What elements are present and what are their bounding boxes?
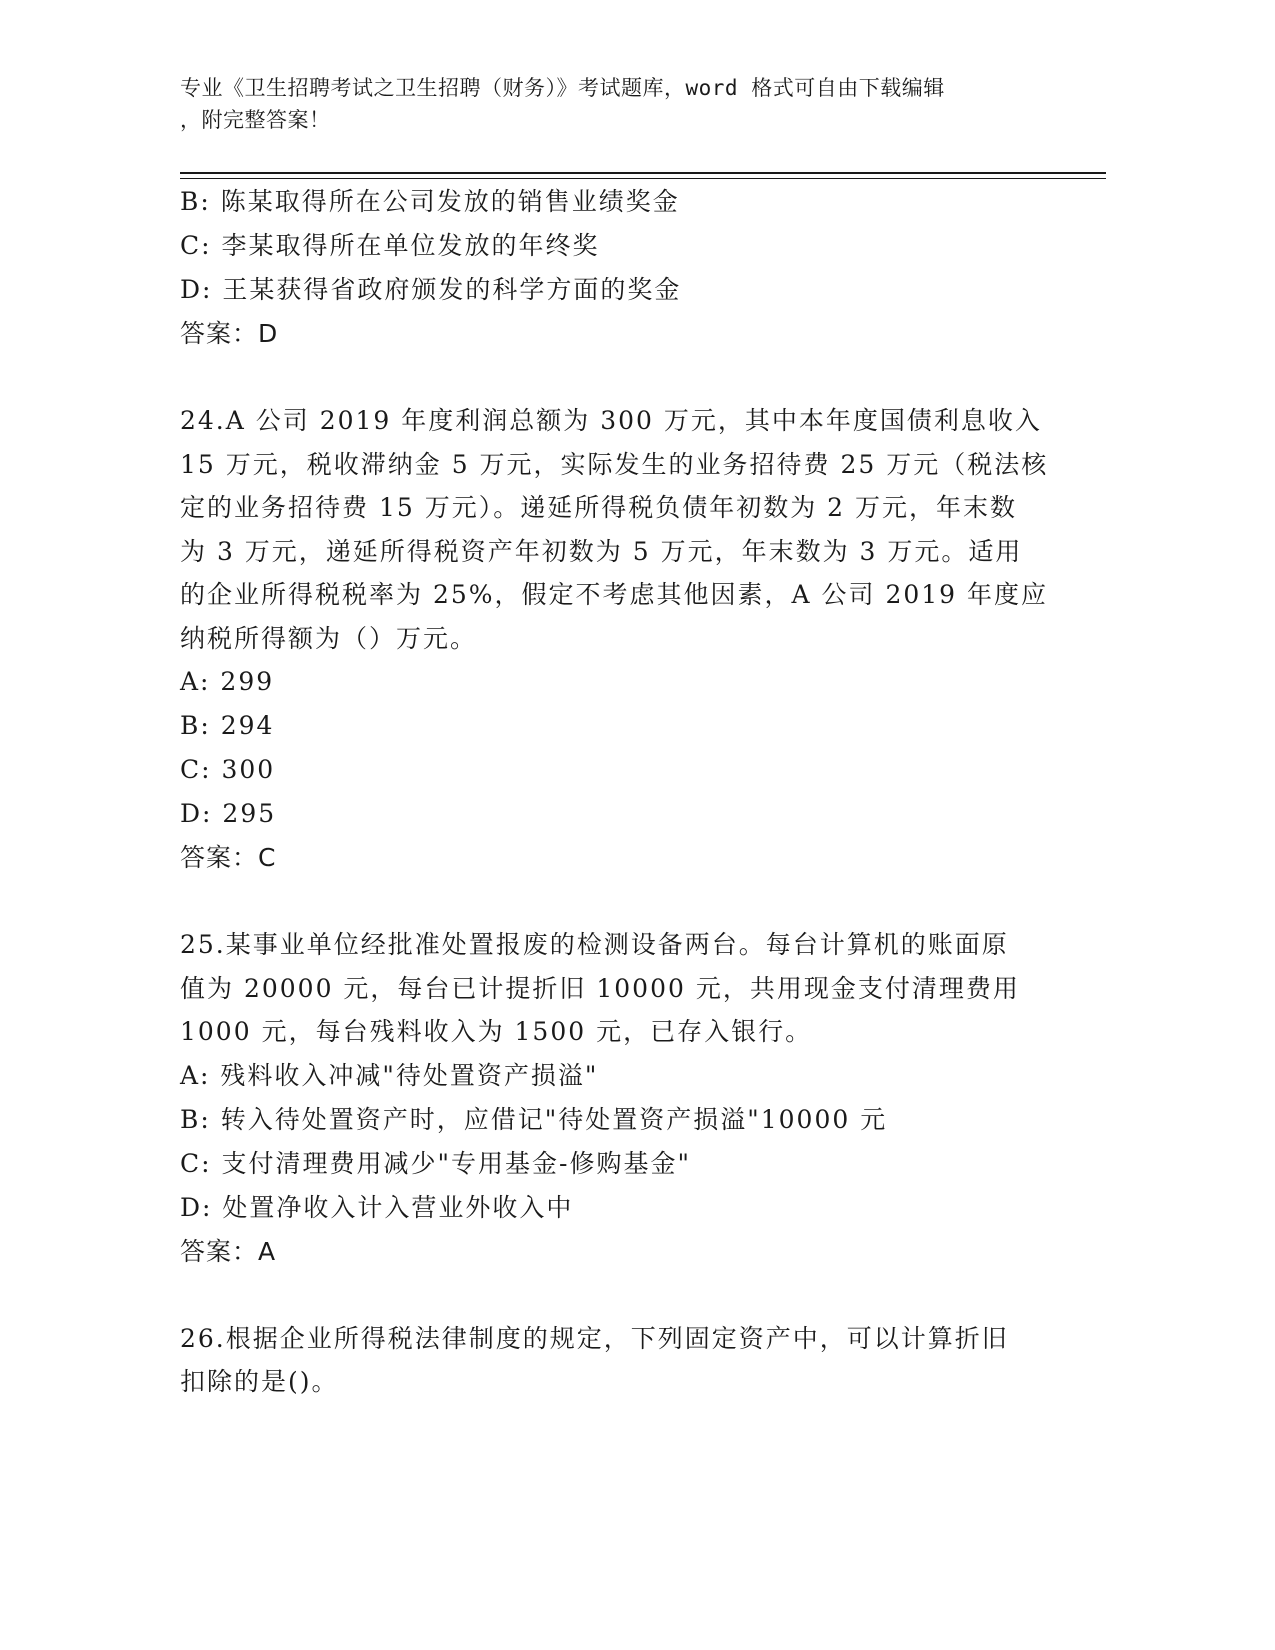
option-b: B: 转入待处置资产时，应借记"待处置资产损溢"10000 元	[180, 1104, 888, 1134]
question-stem-line: 为 3 万元，递延所得税资产年初数为 5 万元，年末数为 3 万元。适用	[180, 536, 1023, 566]
spacer	[180, 880, 1060, 923]
option-a: A: 残料收入冲减"待处置资产损溢"	[180, 1060, 599, 1090]
answer-line: 答案：A	[180, 1236, 277, 1266]
question-25	[180, 923, 1060, 1274]
document-header	[180, 72, 1060, 136]
question-stem-line: 定的业务招待费 15 万元）。递延所得税负债年初数为 2 万元，年末数	[180, 493, 1018, 522]
question-stem-line: 纳税所得额为（）万元。	[180, 623, 478, 653]
question-26	[180, 1317, 1060, 1404]
spacer	[180, 356, 1060, 399]
answer-line: 答案：D	[180, 319, 279, 348]
header-line-1: 专业《卫生招聘考试之卫生招聘（财务）》考试题库，word 格式可自由下载编辑	[180, 76, 945, 100]
option-b: B: 陈某取得所在公司发放的销售业绩奖金	[180, 187, 680, 216]
option-d: D: 处置净收入计入营业外收入中	[180, 1192, 574, 1222]
header-divider-thin	[180, 178, 1106, 179]
question-stem-line: 值为 20000 元，每台已计提折旧 10000 元，共用现金支付清理费用	[180, 973, 1020, 1003]
option-d: D: 王某获得省政府颁发的科学方面的奖金	[180, 275, 682, 304]
question-stem-line: 25.某事业单位经批准处置报废的检测设备两台。每台计算机的账面原	[180, 930, 1009, 959]
spacer	[180, 1274, 1060, 1317]
question-stem-line: 24.A 公司 2019 年度利润总额为 300 万元，其中本年度国债利息收入	[180, 406, 1042, 435]
question-stem-line: 1000 元，每台残料收入为 1500 元，已存入银行。	[180, 1017, 813, 1046]
option-a: A: 299	[180, 667, 275, 696]
question-stem-line: 扣除的是()。	[180, 1367, 339, 1396]
question-content	[180, 180, 1060, 1404]
question-stem-line: 26.根据企业所得税法律制度的规定，下列固定资产中，可以计算折旧	[180, 1323, 1009, 1353]
option-c: C: 300	[180, 755, 276, 784]
option-b: B: 294	[180, 711, 275, 740]
option-c: C: 支付清理费用减少"专用基金-修购基金"	[180, 1148, 691, 1178]
question-stem-line: 的企业所得税税率为 25%，假定不考虑其他因素，A 公司 2019 年度应	[180, 580, 1049, 609]
option-c: C: 李某取得所在单位发放的年终奖	[180, 231, 600, 260]
option-d: D: 295	[180, 799, 277, 828]
question-23-tail	[180, 180, 1060, 356]
header-divider-thick	[180, 172, 1106, 174]
question-24	[180, 399, 1060, 880]
question-stem-line: 15 万元，税收滞纳金 5 万元，实际发生的业务招待费 25 万元（税法核	[180, 449, 1049, 479]
header-line-2: ，附完整答案！	[180, 108, 331, 132]
answer-line: 答案：C	[180, 843, 277, 872]
